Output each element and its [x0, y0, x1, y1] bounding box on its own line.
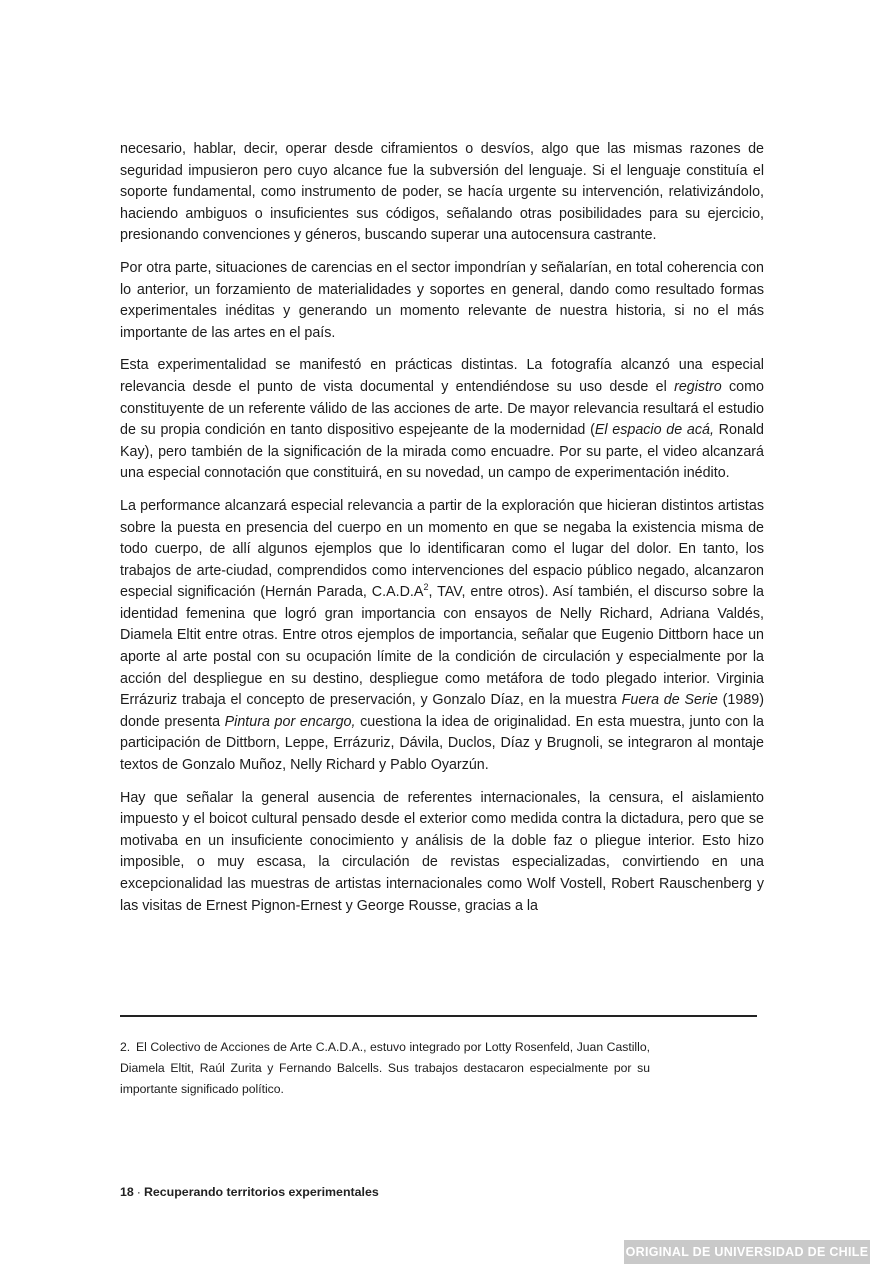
paragraph-4-italic-artwork: Pintura por encargo,: [224, 713, 356, 730]
paragraph-3-text: Ronald Kay), pero también de la significación de la mirada como encuadre. Por su parte, el video alcanzará una especial connotación que constituirá, en su novedad, un campo de experimentación inédito.: [120, 422, 764, 482]
paragraph-2: Por otra parte, situaciones de carencias en el sector impondrían y señalarían, en total coherencia con lo anterior, un forzamiento de materialidades y soportes en general, dando como resultado formas experimentales inéditas y generando un momento relevante de nuestra historia, si no el más importante de las artes en el país.: [120, 259, 764, 341]
footnote-reference: 2: [423, 582, 429, 593]
page-number: 18: [120, 1185, 134, 1199]
footer-separator: ·: [136, 1185, 141, 1199]
paragraph-5: Hay que señalar la general ausencia de referentes internacionales, la censura, el aislamiento impuesto y el boicot cultural pensado desde el exterior como medida contra la dictadura, pero que se motivaba en un insuficiente conocimiento y análisis de la doble faz o pliegue interior. Esto hizo imposible, o muy escasa, la circulación de revistas especializadas, convirtiendo en una excepcionalidad las muestras de artistas internacionales como Wolf Vostell, Robert Rauschenberg y las visitas de Ernest Pignon-Ernest y George Rousse, gracias a la: [120, 789, 764, 914]
footnote-marker: 2.: [120, 1040, 131, 1054]
paragraph-4-text: La performance alcanzará especial relevancia a partir de la exploración que hicieran distintos artistas sobre la puesta en presencia del cuerpo en un momento en que se negaba la existencia misma de todo cuerpo, de allí algunos ejemplos que lo identificaran como el lugar del dolor. En tanto, los trabajos de arte-ciudad, comprendidos como intervenciones del espacio público negado, alcanzaron especial significación (Hernán Parada, C.A.D.A: [120, 497, 764, 601]
paragraph-1: necesario, hablar, decir, operar desde ciframientos o desvíos, algo que las mismas razones de seguridad impusieron pero cuyo alcance fue la subversión del lenguaje. Si el lenguaje constituía el soporte fundamental, como instrumento de poder, se hacía urgente su intervención, relativizándolo, haciendo ambiguos o insuficientes sus códigos, señalando otras posibilidades para su ejercicio, presionando convenciones y géneros, buscando superar una autocensura castrante.: [120, 141, 764, 244]
paragraph-4-text: , TAV, entre otros). Así también, el discurso sobre la identidad femenina que logró gran importancia con ensayos de Nelly Richard, Adriana Valdés, Diamela Eltit entre otras. Entre otros ejemplos de importancia, señalar que Eugenio Dittborn hace un aporte al arte postal con su ocupación límite de la condición de circulación y especialmente por la acción del despliegue en su destino, despliegue como metáfora de todo plegado interior. Virginia Errázuriz trabaja el concepto de preservación, y Gonzalo Díaz, en la muestra: [120, 584, 764, 709]
page-footer: [120, 1184, 379, 1200]
paragraph-4: [120, 496, 764, 777]
paragraph-3-italic-title: El espacio de acá,: [594, 422, 714, 439]
paragraph-3-italic-registro: registro: [674, 378, 722, 395]
paragraph-3-text: como constituyente de un referente válido de las acciones de arte. De mayor relevancia resultará el estudio de su propia condición en tanto dispositivo espejeante de la modernidad (: [120, 378, 764, 439]
paragraph-4-text: (1989) donde presenta: [120, 692, 764, 730]
footnote: [120, 1037, 650, 1100]
paragraph-4-italic-exhibition: Fuera de Serie: [621, 692, 718, 709]
body-text: [120, 139, 764, 928]
footnote-text: El Colectivo de Acciones de Arte C.A.D.A., estuvo integrado por Lotty Rosenfeld, Juan Castillo, Diamela Eltit, Raúl Zurita y Fernando Balcells. Sus trabajos destacaron especialmente por su importante significado político.: [120, 1040, 650, 1096]
paragraph-3-text: Esta experimentalidad se manifestó en prácticas distintas. La fotografía alcanzó una especial relevancia desde el punto de vista documental y entendiéndose su uso desde el: [120, 357, 764, 395]
paragraph-3: [120, 355, 764, 485]
running-title: Recuperando territorios experimentales: [143, 1185, 379, 1199]
footnote-divider: [120, 1015, 757, 1017]
paragraph-4-text: cuestiona la idea de originalidad. En esta muestra, junto con la participación de Dittborn, Leppe, Errázuriz, Dávila, Duclos, Díaz y Brugnoli, se integraron al montaje textos de Gonzalo Muñoz, Nelly Richard y Pablo Oyarzún.: [120, 713, 764, 774]
watermark-stamp: ORIGINAL DE UNIVERSIDAD DE CHILE: [624, 1240, 870, 1264]
